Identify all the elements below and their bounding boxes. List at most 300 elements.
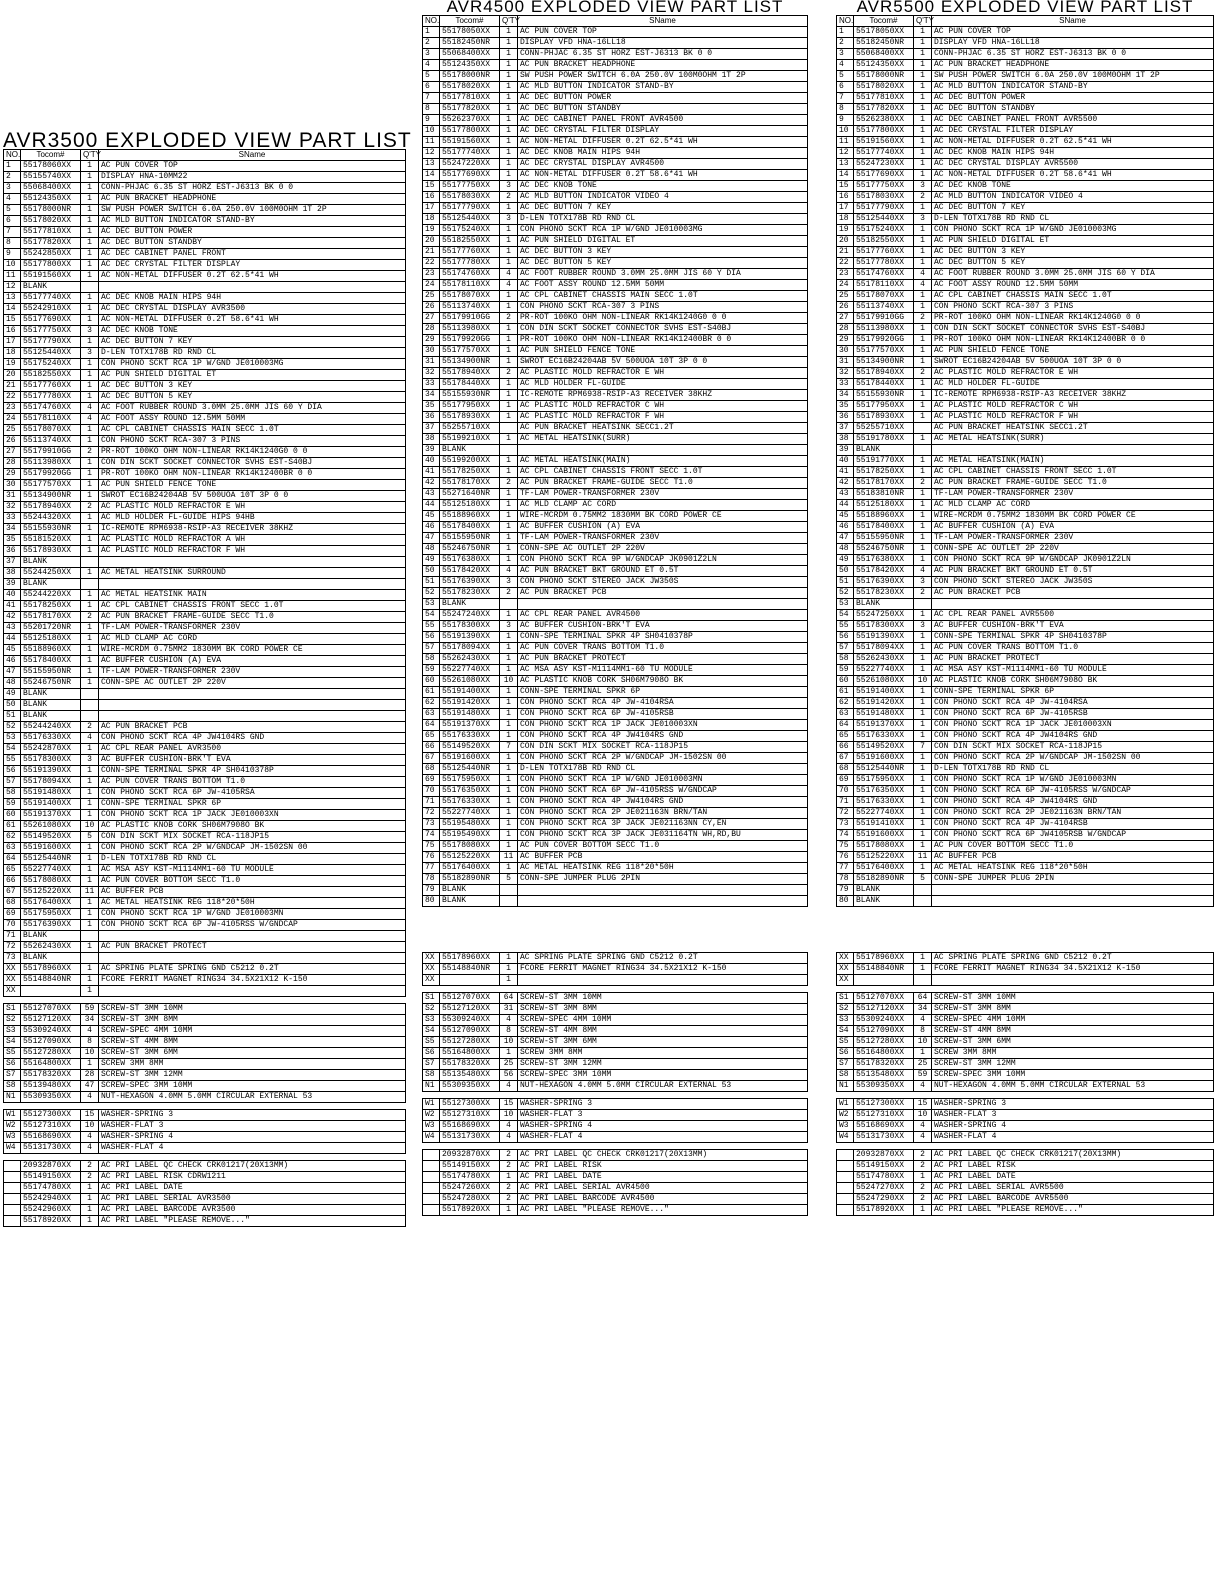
column-header-no: NO. bbox=[423, 16, 440, 27]
table-row bbox=[837, 280, 1214, 291]
part-number: 55262380XX bbox=[854, 115, 914, 126]
item-no: 46 bbox=[4, 656, 21, 667]
item-no bbox=[4, 1205, 21, 1216]
quantity: 1 bbox=[500, 1205, 518, 1216]
part-number: 55191480XX bbox=[854, 709, 914, 720]
table-row bbox=[837, 38, 1214, 49]
table-row bbox=[4, 524, 406, 535]
item-no: XX bbox=[4, 964, 21, 975]
item-no: 45 bbox=[423, 511, 440, 522]
part-number: 55178250XX bbox=[854, 467, 914, 478]
part-number: 55178930XX bbox=[854, 412, 914, 423]
quantity: 4 bbox=[914, 269, 932, 280]
table-row bbox=[423, 500, 808, 511]
part-description: AC PUN COVER TOP bbox=[932, 27, 1214, 38]
table-row bbox=[4, 1081, 406, 1092]
part-description: AC DEC BUTTON POWER bbox=[99, 227, 406, 238]
part-description: AC PUN BRACKET PCB bbox=[99, 722, 406, 733]
part-number: 55177800XX bbox=[854, 126, 914, 137]
table-row bbox=[4, 359, 406, 370]
item-no: 46 bbox=[837, 522, 854, 533]
item-no: S2 bbox=[4, 1015, 21, 1026]
quantity: 2 bbox=[914, 1194, 932, 1205]
item-no: 73 bbox=[423, 819, 440, 830]
part-description: AC BUFFER PCB bbox=[518, 852, 808, 863]
part-number: 55178920XX bbox=[854, 1205, 914, 1216]
table-row bbox=[837, 434, 1214, 445]
part-description: AC DEC KNOB TONE bbox=[518, 181, 808, 192]
part-number: 55168690XX bbox=[21, 1132, 81, 1143]
quantity: 4 bbox=[500, 269, 518, 280]
item-no: 10 bbox=[423, 126, 440, 137]
part-description bbox=[99, 953, 406, 964]
part-number: 55178080XX bbox=[21, 876, 81, 887]
item-no: 66 bbox=[4, 876, 21, 887]
quantity: 1 bbox=[81, 777, 99, 788]
item-no: 59 bbox=[423, 665, 440, 676]
part-number: 55309350XX bbox=[21, 1092, 81, 1103]
item-no: 45 bbox=[4, 645, 21, 656]
part-number: 55124350XX bbox=[854, 60, 914, 71]
part-description: AC PLASTIC KNOB CORK SH06M7908O BK bbox=[99, 821, 406, 832]
part-number: 55177570XX bbox=[21, 480, 81, 491]
part-number: 55178320XX bbox=[854, 1059, 914, 1070]
part-number bbox=[854, 975, 914, 986]
quantity: 1 bbox=[914, 335, 932, 346]
item-no: 60 bbox=[423, 676, 440, 687]
item-no: 32 bbox=[837, 368, 854, 379]
table-row bbox=[837, 467, 1214, 478]
item-no: 67 bbox=[4, 887, 21, 898]
part-number: 55164800XX bbox=[854, 1048, 914, 1059]
part-description: AC PUN SHIELD FENCE TONE bbox=[932, 346, 1214, 357]
quantity: 1 bbox=[914, 137, 932, 148]
part-description: CONN-SPE TERMINAL SPKR 4P SH0410378P bbox=[518, 632, 808, 643]
quantity: 1 bbox=[81, 920, 99, 931]
quantity bbox=[81, 931, 99, 942]
table-row bbox=[837, 819, 1214, 830]
item-no: 25 bbox=[423, 291, 440, 302]
item-no: S1 bbox=[4, 1004, 21, 1015]
quantity: 1 bbox=[500, 489, 518, 500]
part-description: AC PUN COVER BOTTOM SECC T1.0 bbox=[518, 841, 808, 852]
quantity: 2 bbox=[81, 447, 99, 458]
item-no: 46 bbox=[423, 522, 440, 533]
column-header-name: SName bbox=[932, 16, 1214, 27]
part-number: BLANK bbox=[21, 282, 81, 293]
part-number: 55178020XX bbox=[21, 216, 81, 227]
quantity: 1 bbox=[81, 161, 99, 172]
part-number: 55164800XX bbox=[21, 1059, 81, 1070]
part-description: AC DEC CABINET PANEL FRONT AVR5500 bbox=[932, 115, 1214, 126]
part-description: AC DEC CRYSTAL DISPLAY AVR4500 bbox=[518, 159, 808, 170]
part-number bbox=[21, 986, 81, 997]
item-no: 15 bbox=[423, 181, 440, 192]
part-number: 55176400XX bbox=[21, 898, 81, 909]
quantity bbox=[81, 953, 99, 964]
quantity: 1 bbox=[81, 271, 99, 282]
quantity: 1 bbox=[81, 854, 99, 865]
table-row bbox=[837, 1183, 1214, 1194]
part-number: 55262370XX bbox=[440, 115, 500, 126]
table-row bbox=[837, 1132, 1214, 1143]
item-no: XX bbox=[837, 953, 854, 964]
quantity: 34 bbox=[914, 1004, 932, 1015]
table-row bbox=[4, 909, 406, 920]
part-number: 55127090XX bbox=[854, 1026, 914, 1037]
part-description bbox=[99, 579, 406, 590]
item-no bbox=[423, 1172, 440, 1183]
quantity: 1 bbox=[81, 744, 99, 755]
part-description: CON PHONO SCKT RCA 1P JACK JE010003XN bbox=[932, 720, 1214, 731]
item-no: 30 bbox=[423, 346, 440, 357]
column-header-name: SName bbox=[518, 16, 808, 27]
item-no: S7 bbox=[4, 1070, 21, 1081]
table-row bbox=[4, 172, 406, 183]
part-number: 55178440XX bbox=[440, 379, 500, 390]
part-number: 55309240XX bbox=[854, 1015, 914, 1026]
quantity: 1 bbox=[81, 810, 99, 821]
quantity: 1 bbox=[81, 524, 99, 535]
table-row bbox=[837, 192, 1214, 203]
table-row bbox=[423, 522, 808, 533]
part-description: SCREW-ST 3MM 12MM bbox=[99, 1070, 406, 1081]
quantity: 1 bbox=[914, 93, 932, 104]
quantity: 1 bbox=[914, 434, 932, 445]
item-no: 65 bbox=[837, 731, 854, 742]
part-number: 55199210XX bbox=[440, 434, 500, 445]
table-row bbox=[423, 346, 808, 357]
quantity: 1 bbox=[500, 1048, 518, 1059]
part-number: 55175950XX bbox=[854, 775, 914, 786]
part-description: AC DEC BUTTON STANDBY bbox=[99, 238, 406, 249]
item-no: 71 bbox=[837, 797, 854, 808]
table-row bbox=[423, 181, 808, 192]
table-row bbox=[837, 71, 1214, 82]
quantity: 1 bbox=[500, 632, 518, 643]
part-description: WASHER-SPRING 4 bbox=[932, 1121, 1214, 1132]
table-row bbox=[423, 203, 808, 214]
item-no: 52 bbox=[423, 588, 440, 599]
part-number: 55178930XX bbox=[440, 412, 500, 423]
part-number: 55178110XX bbox=[440, 280, 500, 291]
item-no: 61 bbox=[4, 821, 21, 832]
part-number: 55178020XX bbox=[854, 82, 914, 93]
part-number: 55178070XX bbox=[440, 291, 500, 302]
part-description bbox=[99, 282, 406, 293]
part-description: AC FOOT RUBBER ROUND 3.0MM 25.0MM JIS 60 Y DIA bbox=[518, 269, 808, 280]
part-number: 55242910XX bbox=[21, 304, 81, 315]
item-no: 61 bbox=[423, 687, 440, 698]
quantity: 1 bbox=[914, 357, 932, 368]
column-header-tocom: Tocom# bbox=[21, 150, 81, 161]
parts-table-main bbox=[836, 15, 1214, 907]
part-description: AC BUFFER CUSHION (A) EVA bbox=[518, 522, 808, 533]
part-description: DISPLAY VFD HNA-16LL18 bbox=[518, 38, 808, 49]
part-description: AC PRI LABEL SERIAL AVR5500 bbox=[932, 1183, 1214, 1194]
part-description: PR-ROT 100KO OHM NON-LINEAR RK14K12400BR 0 0 bbox=[932, 335, 1214, 346]
part-number: 55176330XX bbox=[21, 733, 81, 744]
part-number: 55113740XX bbox=[440, 302, 500, 313]
part-number: 55179910GG bbox=[440, 313, 500, 324]
quantity: 1 bbox=[81, 216, 99, 227]
item-no: 41 bbox=[837, 467, 854, 478]
item-no: XX bbox=[4, 975, 21, 986]
table-row bbox=[4, 832, 406, 843]
item-no: 45 bbox=[837, 511, 854, 522]
table-row bbox=[837, 148, 1214, 159]
table-row bbox=[4, 282, 406, 293]
part-number: 55182450NR bbox=[440, 38, 500, 49]
part-description: AC METAL HEATSINK(SURR) bbox=[518, 434, 808, 445]
part-number: 55178940XX bbox=[440, 368, 500, 379]
part-number: 55177750XX bbox=[21, 326, 81, 337]
part-number: 55149520XX bbox=[854, 742, 914, 753]
table-row bbox=[4, 711, 406, 722]
item-no: W4 bbox=[423, 1132, 440, 1143]
item-no: 74 bbox=[423, 830, 440, 841]
quantity: 1 bbox=[914, 533, 932, 544]
table-row bbox=[837, 291, 1214, 302]
part-description: AC DEC KNOB MAIN HIPS 94H bbox=[932, 148, 1214, 159]
table-row bbox=[4, 931, 406, 942]
table-row bbox=[423, 1026, 808, 1037]
quantity: 1 bbox=[81, 667, 99, 678]
part-description: SCREW-ST 4MM 8MM bbox=[932, 1026, 1214, 1037]
table-row bbox=[4, 1092, 406, 1103]
part-description: AC PLASTIC MOLD REFRACTOR E WH bbox=[932, 368, 1214, 379]
part-number: 55125180XX bbox=[854, 500, 914, 511]
quantity: 1 bbox=[914, 632, 932, 643]
part-number: 55127280XX bbox=[440, 1037, 500, 1048]
table-row bbox=[837, 731, 1214, 742]
item-no: 22 bbox=[837, 258, 854, 269]
item-no: 39 bbox=[4, 579, 21, 590]
item-no: 48 bbox=[837, 544, 854, 555]
table-row bbox=[4, 733, 406, 744]
item-no: 50 bbox=[423, 566, 440, 577]
item-no: 34 bbox=[837, 390, 854, 401]
quantity: 1 bbox=[500, 357, 518, 368]
quantity: 1 bbox=[500, 687, 518, 698]
item-no: 53 bbox=[4, 733, 21, 744]
item-no: 58 bbox=[4, 788, 21, 799]
part-description: CON PHONO SCKT RCA 2P W/GNDCAP JM-1502SN 00 bbox=[932, 753, 1214, 764]
item-no: XX bbox=[423, 975, 440, 986]
part-description: AC PRI LABEL "PLEASE REMOVE..." bbox=[99, 1216, 406, 1227]
quantity: 1 bbox=[914, 390, 932, 401]
part-number: 55242850XX bbox=[21, 249, 81, 260]
part-number: 55191390XX bbox=[440, 632, 500, 643]
table-row bbox=[837, 610, 1214, 621]
part-description: AC DEC CRYSTAL FILTER DISPLAY bbox=[932, 126, 1214, 137]
parts-table-group bbox=[422, 1098, 808, 1143]
part-number: 55127280XX bbox=[21, 1048, 81, 1059]
table-row bbox=[4, 876, 406, 887]
table-row bbox=[4, 623, 406, 634]
table-row bbox=[423, 621, 808, 632]
part-description: AC SPRING PLATE SPRING GND C5212 0.2T bbox=[932, 953, 1214, 964]
item-no: S4 bbox=[4, 1037, 21, 1048]
part-description: CON PHONO SCKT RCA 4P JW4104RS GND bbox=[518, 797, 808, 808]
item-no: 65 bbox=[4, 865, 21, 876]
table-row bbox=[423, 687, 808, 698]
quantity: 1 bbox=[500, 324, 518, 335]
item-no: 47 bbox=[4, 667, 21, 678]
part-number: 55191420XX bbox=[440, 698, 500, 709]
part-description: AC DEC BUTTON 5 KEY bbox=[932, 258, 1214, 269]
quantity: 1 bbox=[914, 731, 932, 742]
part-number: 55177570XX bbox=[440, 346, 500, 357]
part-number: 55125180XX bbox=[440, 500, 500, 511]
quantity: 1 bbox=[81, 1183, 99, 1194]
part-description: AC MLD HOLDER FL-GUIDE bbox=[518, 379, 808, 390]
table-row bbox=[423, 511, 808, 522]
table-row bbox=[4, 1172, 406, 1183]
table-row bbox=[837, 1194, 1214, 1205]
item-no: 69 bbox=[837, 775, 854, 786]
part-description: AC MSA ASY KST-M1114MM1-60 TU MODULE bbox=[99, 865, 406, 876]
quantity: 10 bbox=[81, 1048, 99, 1059]
part-number: 55178050XX bbox=[854, 27, 914, 38]
quantity: 1 bbox=[500, 456, 518, 467]
part-number: 55191390XX bbox=[21, 766, 81, 777]
table-row bbox=[423, 742, 808, 753]
part-description bbox=[932, 445, 1214, 456]
table-row bbox=[423, 214, 808, 225]
item-no: 38 bbox=[4, 568, 21, 579]
item-no bbox=[837, 1150, 854, 1161]
item-no: 57 bbox=[423, 643, 440, 654]
quantity: 7 bbox=[500, 742, 518, 753]
part-number: 55178940XX bbox=[21, 502, 81, 513]
part-description bbox=[99, 931, 406, 942]
item-no: 67 bbox=[423, 753, 440, 764]
table-row bbox=[4, 1194, 406, 1205]
table-row bbox=[837, 698, 1214, 709]
item-no: 31 bbox=[4, 491, 21, 502]
quantity: 1 bbox=[914, 291, 932, 302]
quantity: 1 bbox=[81, 1205, 99, 1216]
quantity: 10 bbox=[914, 676, 932, 687]
table-row bbox=[4, 887, 406, 898]
item-no: 65 bbox=[423, 731, 440, 742]
parts-panel-avr3500 bbox=[3, 129, 412, 1227]
part-number: 55177790XX bbox=[854, 203, 914, 214]
part-description: AC FOOT RUBBER ROUND 3.0MM 25.0MM JIS 60 Y DIA bbox=[932, 269, 1214, 280]
item-no: 30 bbox=[4, 480, 21, 491]
part-description: SCREW-SPEC 3MM 10MM bbox=[518, 1070, 808, 1081]
table-row bbox=[837, 489, 1214, 500]
part-number: 55174780XX bbox=[21, 1183, 81, 1194]
table-row bbox=[423, 797, 808, 808]
part-description: CON PHONO SCKT RCA 2P W/GNDCAP JM-1502SN 00 bbox=[99, 843, 406, 854]
part-description: CON PHONO SCKT RCA 3P JACK JE031164TN WH,RD,BU bbox=[518, 830, 808, 841]
part-description: AC DEC BUTTON 3 KEY bbox=[518, 247, 808, 258]
part-description: CONN-SPE TERMINAL SPKR 6P bbox=[518, 687, 808, 698]
part-number: 55242870XX bbox=[21, 744, 81, 755]
part-description bbox=[99, 711, 406, 722]
part-number: 55178300XX bbox=[854, 621, 914, 632]
table-row bbox=[837, 49, 1214, 60]
part-description: AC CPL CABINET CHASSIS MAIN SECC 1.0T bbox=[99, 425, 406, 436]
part-number: 55191400XX bbox=[854, 687, 914, 698]
quantity: 2 bbox=[914, 1183, 932, 1194]
item-no: 37 bbox=[4, 557, 21, 568]
item-no: XX bbox=[837, 975, 854, 986]
table-row bbox=[423, 709, 808, 720]
part-number: 55178070XX bbox=[21, 425, 81, 436]
part-number: 55177810XX bbox=[440, 93, 500, 104]
part-number: 55309240XX bbox=[21, 1026, 81, 1037]
quantity: 4 bbox=[500, 1081, 518, 1092]
table-row bbox=[423, 225, 808, 236]
part-description: AC METAL HEATSINK REG 118*20*50H bbox=[99, 898, 406, 909]
part-description: AC BUFFER CUSHION-BRK'T EVA bbox=[932, 621, 1214, 632]
part-number: 20932870XX bbox=[440, 1150, 500, 1161]
quantity: 1 bbox=[500, 863, 518, 874]
item-no: 28 bbox=[837, 324, 854, 335]
part-description: WASHER-FLAT 4 bbox=[99, 1143, 406, 1154]
part-description: NUT-HEXAGON 4.0MM 5.0MM CIRCULAR EXTERNAL 53 bbox=[932, 1081, 1214, 1092]
part-description: CON PHONO SCKT RCA 6P JW-4105RSA bbox=[99, 788, 406, 799]
table-row bbox=[423, 38, 808, 49]
part-number: 55247220XX bbox=[440, 159, 500, 170]
part-description: D-LEN TOTX178B RD RND CL bbox=[518, 214, 808, 225]
quantity: 1 bbox=[81, 183, 99, 194]
item-no: 11 bbox=[837, 137, 854, 148]
quantity: 1 bbox=[500, 841, 518, 852]
part-number: BLANK bbox=[21, 711, 81, 722]
item-no: 23 bbox=[837, 269, 854, 280]
table-row bbox=[4, 480, 406, 491]
part-description: CON PHONO SCKT RCA 1P W/GND JE010003MG bbox=[932, 225, 1214, 236]
quantity: 1 bbox=[500, 533, 518, 544]
item-no: 9 bbox=[837, 115, 854, 126]
part-description: AC PUN BRACKET FRAME-GUIDE SECC T1.0 bbox=[99, 612, 406, 623]
item-no bbox=[837, 1183, 854, 1194]
part-description: WASHER-FLAT 3 bbox=[932, 1110, 1214, 1121]
quantity: 1 bbox=[500, 104, 518, 115]
quantity: 1 bbox=[914, 489, 932, 500]
part-number: 55176380XX bbox=[440, 555, 500, 566]
table-row bbox=[423, 852, 808, 863]
item-no: 68 bbox=[423, 764, 440, 775]
part-description: CON PHONO SCKT RCA 9P W/GNDCAP JK0901Z2LN bbox=[932, 555, 1214, 566]
quantity: 5 bbox=[500, 874, 518, 885]
item-no: 80 bbox=[423, 896, 440, 907]
table-row bbox=[837, 115, 1214, 126]
table-row bbox=[423, 665, 808, 676]
part-description: CONN-SPE TERMINAL SPKR 4P SH0410378P bbox=[99, 766, 406, 777]
item-no: 64 bbox=[4, 854, 21, 865]
part-number: 55175240XX bbox=[21, 359, 81, 370]
table-row bbox=[837, 797, 1214, 808]
table-row bbox=[837, 423, 1214, 434]
item-no: 23 bbox=[423, 269, 440, 280]
item-no: 1 bbox=[423, 27, 440, 38]
item-no: 72 bbox=[4, 942, 21, 953]
part-description: AC CPL REAR PANEL AVR5500 bbox=[932, 610, 1214, 621]
quantity: 4 bbox=[500, 1132, 518, 1143]
table-row bbox=[837, 203, 1214, 214]
item-no: 62 bbox=[837, 698, 854, 709]
part-description: CON PHONO SCKT RCA 4P JW4104RS GND bbox=[99, 733, 406, 744]
part-description: AC PRI LABEL "PLEASE REMOVE..." bbox=[932, 1205, 1214, 1216]
part-number: 55127300XX bbox=[21, 1110, 81, 1121]
table-row bbox=[837, 852, 1214, 863]
part-number: 55244240XX bbox=[21, 722, 81, 733]
